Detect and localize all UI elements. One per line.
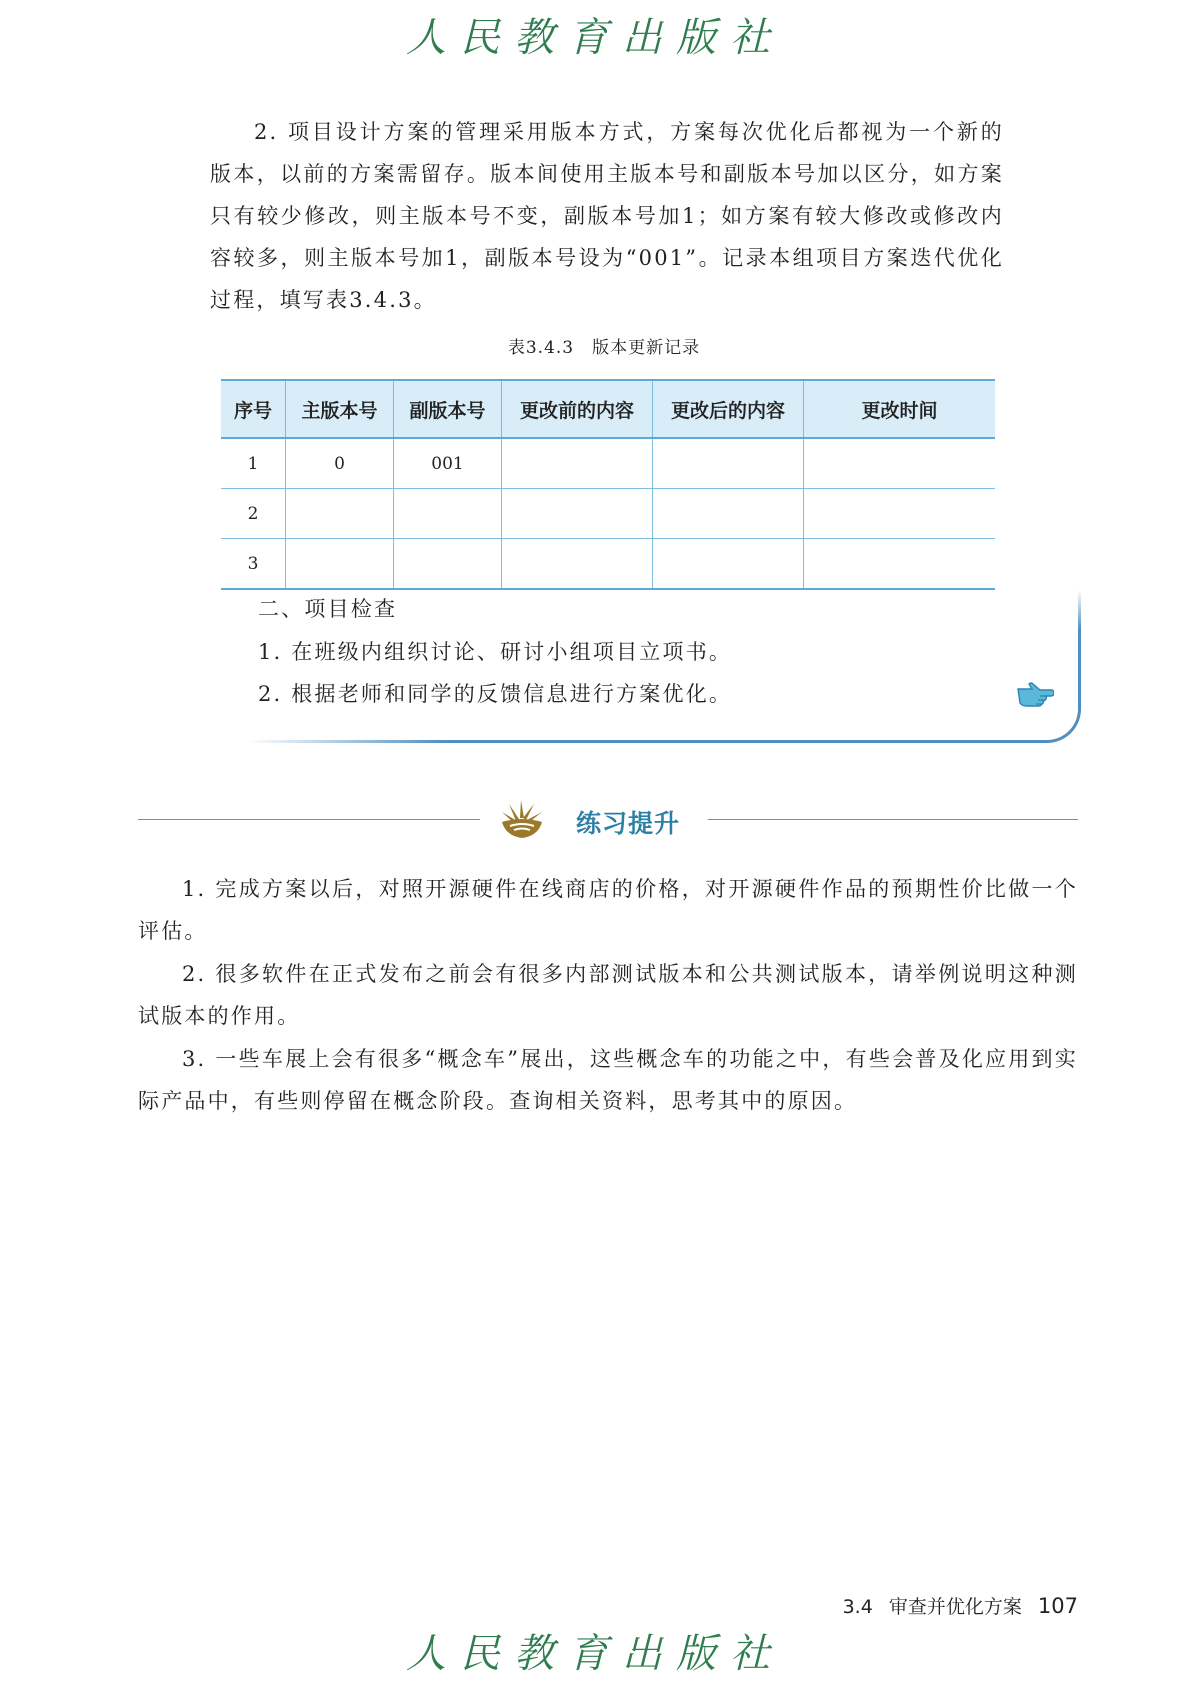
page-footer [833, 1592, 1078, 1619]
table-cell [502, 539, 653, 590]
table-cell [653, 438, 804, 489]
header-cell: 副版本号 [394, 380, 502, 438]
sunburst-emblem-icon [498, 796, 546, 842]
table-row [221, 539, 995, 590]
project-check-item: 2. 根据老师和同学的反馈信息进行方案优化。 [258, 682, 733, 706]
header-cell: 更改后的内容 [653, 380, 804, 438]
section-divider-left [138, 819, 480, 820]
header-cell: 更改时间 [804, 380, 996, 438]
project-check-item: 1. 在班级内组织讨论、研讨小组项目立项书。 [258, 640, 733, 664]
publisher-watermark-top: 人民教育出版社 [406, 15, 784, 61]
table-caption: 表3.4.3 版本更新记录 [507, 338, 701, 358]
table-cell [653, 539, 804, 590]
publisher-watermark-bottom: 人民教育出版社 [406, 1631, 784, 1677]
practice-item: 1. 完成方案以后，对照开源硬件在线商店的价格，对开源硬件作品的预期性价比做一个评估。 [138, 877, 1078, 943]
table-cell [286, 539, 394, 590]
table-row [221, 489, 995, 539]
intro-paragraph: 2. 项目设计方案的管理采用版本方式，方案每次优化后都视为一个新的版本，以前的方案需留存。版本间使用主版本号和副版本号加以区分，如方案只有较少修改，则主版本号不变，副版本号加1；如方案有较大修改或修改内容较多，则主版本号加1，副版本号设为“001”。记录本组项目方案迭代优化过程，填写表3.4.3。 [210, 120, 1004, 312]
table-cell: 0 [286, 438, 394, 489]
table-cell: 2 [221, 489, 286, 539]
practice-item: 3. 一些车展上会有很多“概念车”展出，这些概念车的功能之中，有些会普及化应用到实际产品中，有些则停留在概念阶段。查询相关资料，思考其中的原因。 [138, 1047, 1078, 1113]
table-cell: 1 [221, 438, 286, 489]
section-divider-right [708, 819, 1078, 820]
table-cell [804, 539, 996, 590]
table-cell: 001 [394, 438, 502, 489]
table-cell [804, 438, 996, 489]
header-cell: 主版本号 [286, 380, 394, 438]
version-record-table [221, 379, 995, 590]
practice-item: 2. 很多软件在正式发布之前会有很多内部测试版本和公共测试版本，请举例说明这种测试版本的作用。 [138, 962, 1078, 1028]
table-header-row [221, 380, 995, 438]
header-cell: 更改前的内容 [502, 380, 653, 438]
table-cell [502, 438, 653, 489]
table-cell [653, 489, 804, 539]
table-row [221, 438, 995, 489]
footer-section-title: 审查并优化方案 [888, 1596, 1022, 1618]
practice-section-title: 练习提升 [576, 809, 681, 838]
pointing-hand-icon [1016, 680, 1054, 708]
page-number: 107 [1037, 1594, 1078, 1618]
project-check-title: 二、项目检查 [258, 597, 398, 621]
table-cell [286, 489, 394, 539]
table-cell [394, 489, 502, 539]
table-cell: 3 [221, 539, 286, 590]
footer-section-number: 3.4 [842, 1596, 873, 1618]
table-cell [804, 489, 996, 539]
table-cell [502, 489, 653, 539]
header-cell: 序号 [221, 380, 286, 438]
table-cell [394, 539, 502, 590]
